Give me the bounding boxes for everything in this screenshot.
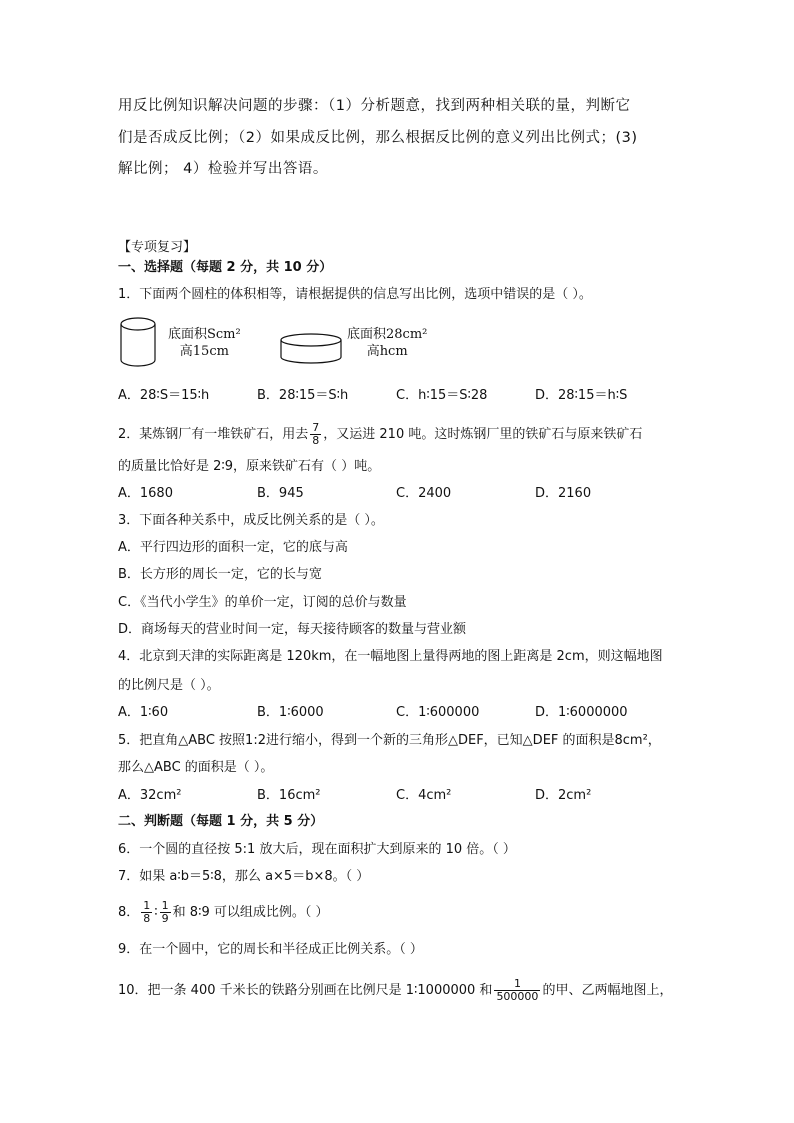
review-title: 【专项复习】 xyxy=(118,240,197,255)
intro-line-2: 们是否成反比例；（2）如果成反比例，那么根据反比例的意义列出比例式；(3) xyxy=(118,130,638,146)
q2-fraction-denominator: 8 xyxy=(312,434,320,447)
q2-stem-line-2: 的质量比恰好是 2∶9，原来铁矿石有（ ）吨。 xyxy=(118,459,381,474)
q2-option-d[interactable]: D．2160 xyxy=(535,486,592,501)
q8-colon: ∶ xyxy=(154,905,158,920)
cylinder-1-base-area: 底面积Scm² xyxy=(168,327,241,342)
q8-fraction-2-numerator: 1 xyxy=(161,899,169,912)
q3-option-c[interactable]: C．《当代小学生》的单价一定，订阅的总价与数量 xyxy=(118,595,407,610)
q1-stem: 1．下面两个圆柱的体积相等，请根据提供的信息写出比例，选项中错误的是（ ）。 xyxy=(118,287,592,302)
cylinder-1-height: 高15cm xyxy=(179,344,229,359)
q2-option-c[interactable]: C．2400 xyxy=(396,486,452,501)
q1-option-b[interactable]: B．28∶15＝S∶h xyxy=(257,388,349,403)
q3-option-d[interactable]: D．商场每天的营业时间一定，每天接待顾客的数量与营业额 xyxy=(118,622,467,637)
q4-stem-line-2: 的比例尺是（ ）。 xyxy=(118,678,220,693)
q5-stem-line-2: 那么△ABC 的面积是（ ）。 xyxy=(118,760,274,775)
q8-prefix: 8． xyxy=(118,905,140,920)
q6-stem: 6．一个圆的直径按 5:1 放大后，现在面积扩大到原来的 10 倍。（ ） xyxy=(118,842,516,857)
cylinder-2-figure xyxy=(278,330,344,368)
cylinder-2-height: 高hcm xyxy=(366,344,408,359)
q10-stem xyxy=(118,978,672,1003)
q10-stem-a: 10．把一条 400 千米长的铁路分别画在比例尺是 1∶1000000 和 xyxy=(118,983,493,998)
cylinder-1-label xyxy=(168,326,241,360)
q2-stem-b: ，又运进 210 吨。这时炼钢厂里的铁矿石与原来铁矿石 xyxy=(323,427,643,442)
q1-option-d[interactable]: D．28∶15＝h∶S xyxy=(535,388,628,403)
section1-title: 一、选择题（每题 2 分，共 10 分） xyxy=(118,260,333,275)
cylinder-2-base-area: 底面积28cm² xyxy=(347,327,428,342)
q2-option-b[interactable]: B．945 xyxy=(257,486,304,501)
q3-option-a[interactable]: A．平行四边形的面积一定，它的底与高 xyxy=(118,540,348,555)
q5-option-a[interactable]: A．32cm² xyxy=(118,788,182,803)
q5-stem-line-1: 5．把直角△ABC 按照1:2进行缩小，得到一个新的三角形△DEF，已知△DEF 的面积是8cm²， xyxy=(118,733,661,748)
intro-line-3: 解比例； 4）检验并写出答语。 xyxy=(118,161,328,177)
q4-option-b[interactable]: B．1∶6000 xyxy=(257,705,324,720)
q8-fraction-2 xyxy=(160,900,171,925)
q4-option-d[interactable]: D．1∶6000000 xyxy=(535,705,628,720)
q8-fraction-1 xyxy=(141,900,152,925)
q5-option-d[interactable]: D．2cm² xyxy=(535,788,592,803)
q8-fraction-1-denominator: 8 xyxy=(143,912,151,925)
q8-fraction-1-numerator: 1 xyxy=(143,899,151,912)
q2-option-a[interactable]: A．1680 xyxy=(118,486,173,501)
q3-option-b[interactable]: B．长方形的周长一定，它的长与宽 xyxy=(118,567,322,582)
cylinder-2-label xyxy=(347,326,427,360)
cylinder-1-figure xyxy=(118,314,164,370)
q4-stem-line-1: 4．北京到天津的实际距离是 120km，在一幅地图上量得两地的图上距离是 2cm，则这幅地图 xyxy=(118,649,663,664)
q10-stem-b: 的甲、乙两幅地图上， xyxy=(542,983,673,998)
q2-fraction-numerator: 7 xyxy=(312,421,320,434)
intro-line-1: 用反比例知识解决问题的步骤：（1）分析题意，找到两种相关联的量，判断它 xyxy=(118,98,631,114)
q9-stem: 9．在一个圆中，它的周长和半径成正比例关系。（ ） xyxy=(118,942,423,957)
q2-stem-line-1 xyxy=(118,422,642,447)
q2-fraction xyxy=(310,422,321,447)
q8-fraction-2-denominator: 9 xyxy=(161,912,169,925)
q7-stem: 7．如果 a∶b＝5∶8，那么 a×5＝b×8。（ ） xyxy=(118,869,370,884)
q8-stem xyxy=(118,900,329,925)
q10-fraction xyxy=(494,978,540,1003)
q4-option-c[interactable]: C．1∶600000 xyxy=(396,705,480,720)
q10-fraction-denominator: 500000 xyxy=(496,990,539,1003)
q5-option-c[interactable]: C．4cm² xyxy=(396,788,452,803)
q10-fraction-numerator: 1 xyxy=(513,977,521,990)
section2-title: 二、判断题（每题 1 分，共 5 分） xyxy=(118,814,324,829)
q5-option-b[interactable]: B．16cm² xyxy=(257,788,321,803)
q2-stem-a: 2．某炼钢厂有一堆铁矿石，用去 xyxy=(118,427,309,442)
q3-stem: 3．下面各种关系中，成反比例关系的是（ ）。 xyxy=(118,513,384,528)
q4-option-a[interactable]: A．1∶60 xyxy=(118,705,169,720)
q1-option-a[interactable]: A．28∶S＝15∶h xyxy=(118,388,210,403)
q8-suffix: 和 8∶9 可以组成比例。（ ） xyxy=(172,905,329,920)
q1-option-c[interactable]: C．h∶15＝S∶28 xyxy=(396,388,488,403)
